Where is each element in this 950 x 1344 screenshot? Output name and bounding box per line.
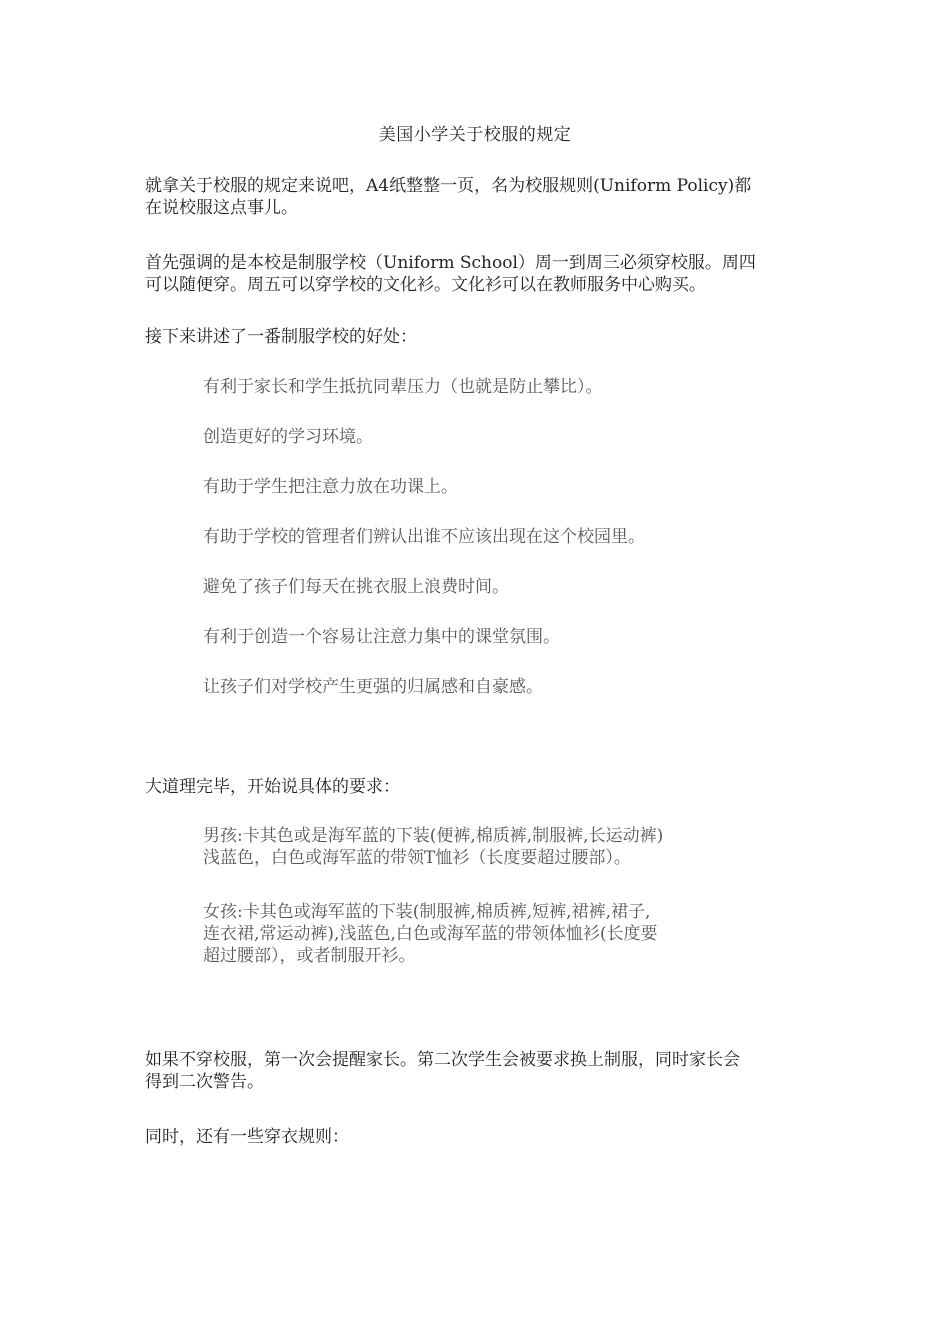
rules-intro bbox=[145, 1126, 810, 1148]
boys-line-2: 浅蓝色，白色或海军蓝的带领T恤衫（长度要超过腰部）。 bbox=[203, 848, 631, 868]
benefit-item: 有助于学校的管理者们辨认出谁不应该出现在这个校园里。 bbox=[203, 527, 645, 547]
girls-requirement bbox=[203, 901, 803, 967]
intro-paragraph bbox=[145, 175, 810, 219]
girls-line-2: 连衣裙,常运动裤),浅蓝色,白色或海军蓝的带领体恤衫(长度要 bbox=[203, 924, 658, 944]
benefit-item: 让孩子们对学校产生更强的归属感和自豪感。 bbox=[203, 677, 543, 697]
requirements-intro-text: 大道理完毕，开始说具体的要求： bbox=[145, 777, 400, 797]
violation-paragraph bbox=[145, 1049, 810, 1093]
violation-line-2: 得到二次警告。 bbox=[145, 1072, 264, 1092]
boys-line-1: 男孩:卡其色或是海军蓝的下装(便裤,棉质裤,制服裤,长运动裤) bbox=[203, 826, 664, 846]
benefit-item: 避免了孩子们每天在挑衣服上浪费时间。 bbox=[203, 577, 509, 597]
rules-intro-text: 同时，还有一些穿衣规则： bbox=[145, 1127, 349, 1147]
benefit-item: 有助于学生把注意力放在功课上。 bbox=[203, 477, 458, 497]
document-title: 美国小学关于校服的规定 bbox=[378, 125, 572, 145]
benefit-item: 创造更好的学习环境。 bbox=[203, 427, 373, 447]
benefits-intro bbox=[145, 326, 810, 348]
uniform-school-paragraph bbox=[145, 252, 810, 296]
uniform-school-line-2: 可以随便穿。周五可以穿学校的文化衫。文化衫可以在教师服务中心购买。 bbox=[145, 275, 706, 295]
uniform-school-line-1: 首先强调的是本校是制服学校（Uniform School）周一到周三必须穿校服。周四 bbox=[145, 253, 756, 273]
violation-line-1: 如果不穿校服，第一次会提醒家长。第二次学生会被要求换上制服，同时家长会 bbox=[145, 1050, 740, 1070]
boys-requirement bbox=[203, 825, 803, 869]
benefit-item: 有利于家长和学生抵抗同辈压力（也就是防止攀比）。 bbox=[203, 377, 603, 397]
intro-line-2: 在说校服这点事儿。 bbox=[145, 198, 298, 218]
benefits-intro-text: 接下来讲述了一番制服学校的好处： bbox=[145, 327, 417, 347]
requirements-intro bbox=[145, 776, 810, 798]
benefit-item: 有利于创造一个容易让注意力集中的课堂氛围。 bbox=[203, 627, 560, 647]
girls-line-1: 女孩:卡其色或海军蓝的下装(制服裤,棉质裤,短裤,裙裤,裙子, bbox=[203, 902, 651, 922]
intro-line-1: 就拿关于校服的规定来说吧，A4纸整整一页，名为校服规则(Uniform Policy)都 bbox=[145, 176, 752, 196]
girls-line-3: 超过腰部），或者制服开衫。 bbox=[203, 946, 416, 966]
